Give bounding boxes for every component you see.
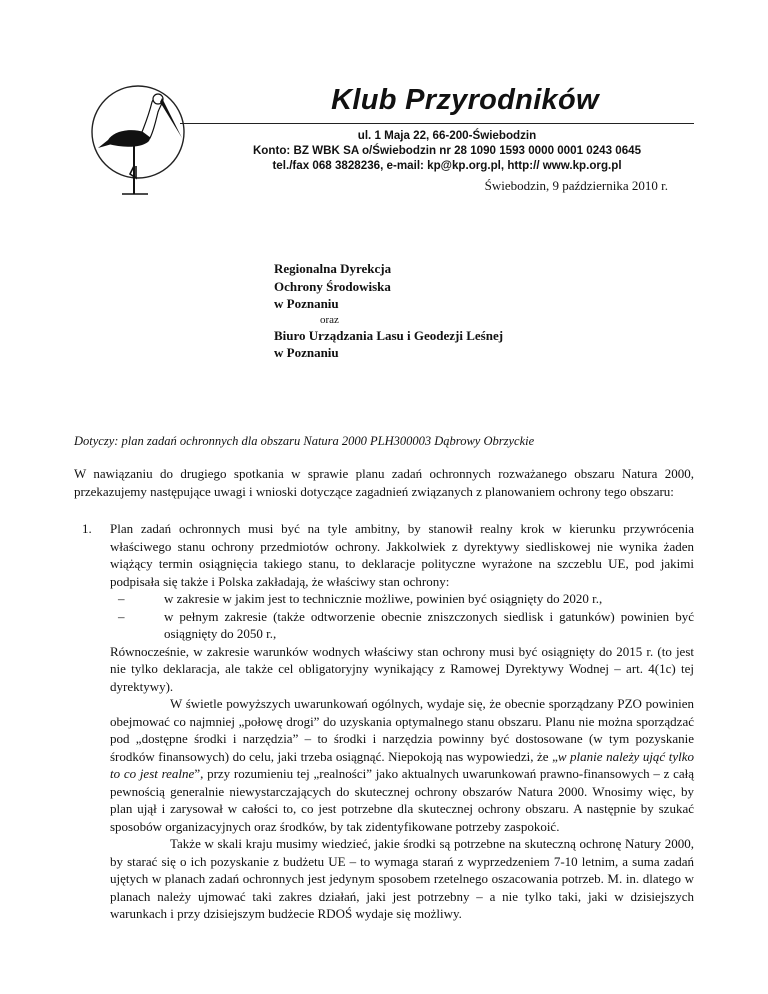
- intro-paragraph: W nawiązaniu do drugiego spotkania w sprawie planu zadań ochronnych rozważanego obszaru Natura 2000, przekazujemy następujące uwagi i wnioski dotyczące zagadnień związanych z planowaniem ochrony tego obszaru:: [74, 466, 694, 499]
- list-item: [110, 608, 694, 643]
- list-item-text: w pełnym zakresie (także odtworzenie obecnie zniszczonych siedlisk i gatunków) powinien być osiągnięty do 2050 r.,: [164, 608, 694, 641]
- address-line: ul. 1 Maja 22, 66-200-Świebodzin: [357, 129, 537, 142]
- dash-list: [110, 590, 694, 643]
- recipient-line: Biuro Urządzania Lasu i Geodezji Leśnej: [274, 327, 504, 343]
- header-rule: [180, 123, 694, 124]
- quoted-phrase: w planie należy ująć tylko to co jest realne: [110, 748, 694, 781]
- recipient-line: w Poznaniu: [274, 345, 339, 360]
- place-date: Świebodzin, 9 października 2010 r.: [484, 178, 668, 193]
- numbered-point: [82, 520, 694, 923]
- paragraph: Także w skali kraju musimy wiedzieć, jakie środki są potrzebne na skuteczną ochronę Natury 2000, by starać się o ich pozyskanie z budżetu UE – to wymaga starań z wyprzedzeniem 7-10 letnim, a suma zadań ujętych w planach zadań ochronnych jest jedynym sposobem rzetelnego oszacowania potrzeb. M. in. dlatego w planach należy ujmować taki zakres działań, jaki jest potrzebny – a nie tylko taki, jaki w dzisiejszych warunkach i przy dzisiejszym budżecie RDOŚ wydaje się możliwy.: [110, 836, 694, 921]
- dash-bullet: –: [118, 608, 125, 624]
- account-line: Konto: BZ WBK SA o/Świebodzin nr 28 1090 1593 0000 0001 0243 0645: [252, 144, 642, 157]
- point-number: 1.: [82, 521, 92, 536]
- paragraph: [110, 695, 694, 835]
- recipients-block: [274, 260, 503, 362]
- contact-line: tel./fax 068 3828236, e-mail: kp@kp.org.pl, http:// www.kp.org.pl: [272, 159, 622, 172]
- organization-name: Klub Przyrodników: [331, 84, 599, 116]
- recipient-line: Regionalna Dyrekcja: [274, 261, 392, 276]
- dash-bullet: –: [118, 591, 125, 606]
- list-item: [110, 590, 694, 608]
- paragraph: Równocześnie, w zakresie warunków wodnych właściwy stan ochrony musi być osiągnięty do 2015 r. (to jest nie tylko deklaracja, ale także cel obligatoryjny wynikający z Ramowej Dyrektywy Wodnej – art. 4(1c) tej dyrektywy).: [110, 643, 694, 694]
- list-item-text: w zakresie w jakim jest to technicznie możliwe, powinien być osiągnięty do 2020 r.,: [164, 591, 603, 606]
- recipient-line: w Poznaniu: [274, 296, 339, 311]
- recipient-line: Ochrony Środowiska: [274, 278, 391, 294]
- subject-line: Dotyczy: plan zadań ochronnych dla obszaru Natura 2000 PLH300003 Dąbrowy Obrzyckie: [74, 434, 535, 448]
- paragraph-text: ”, przy rozumieniu tej „realności” jako aktualnych uwarunkowań prawno-finansowych – z całą pewnością generalnie niewystarczających do skutecznej ochrony obszarów Natura 2000. Wnosimy więc, by plan ujął i zarysował w całości to, co jest potrzebne dla skutecznej ochrony obszaru. A następnie by szukać sposobów organizacyjnych oraz środków, by tak zidentyfikowane potrzeby zaspokoić.: [110, 766, 694, 834]
- paragraph-text: W świetle powyższych uwarunkowań ogólnych, wydaje się, że obecnie sporządzany PZO powinien obejmować co najmniej „połowę drogi” do uzyskania optymalnego stanu obszaru. Planu nie można sporządzać pod „dostępne środki i narzędzia” – to środki i narzędzia powinny być dostosowane (w tym pozyskanie środków finansowych) do celu, jaki trzeba osiągnąć. Niepokoją nas wypowiedzi, że „: [110, 696, 694, 764]
- contact-block: [200, 128, 694, 173]
- stork-logo-icon: [86, 82, 190, 198]
- paragraph: Plan zadań ochronnych musi być na tyle ambitny, by stanowił realny krok w kierunku przywrócenia właściwego stanu ochrony przedmiotów ochrony. Jakkolwiek z dyrektywy siedliskowej nie wynika żaden wiążący termin osiągnięcia takiego stanu, to deklaracje polityczne wyrażone na szczeblu UE, pod jakimi podpisała się także i Polska zakładają, że właściwy stan ochrony:: [110, 521, 694, 589]
- recipient-conjunction: oraz: [320, 313, 339, 326]
